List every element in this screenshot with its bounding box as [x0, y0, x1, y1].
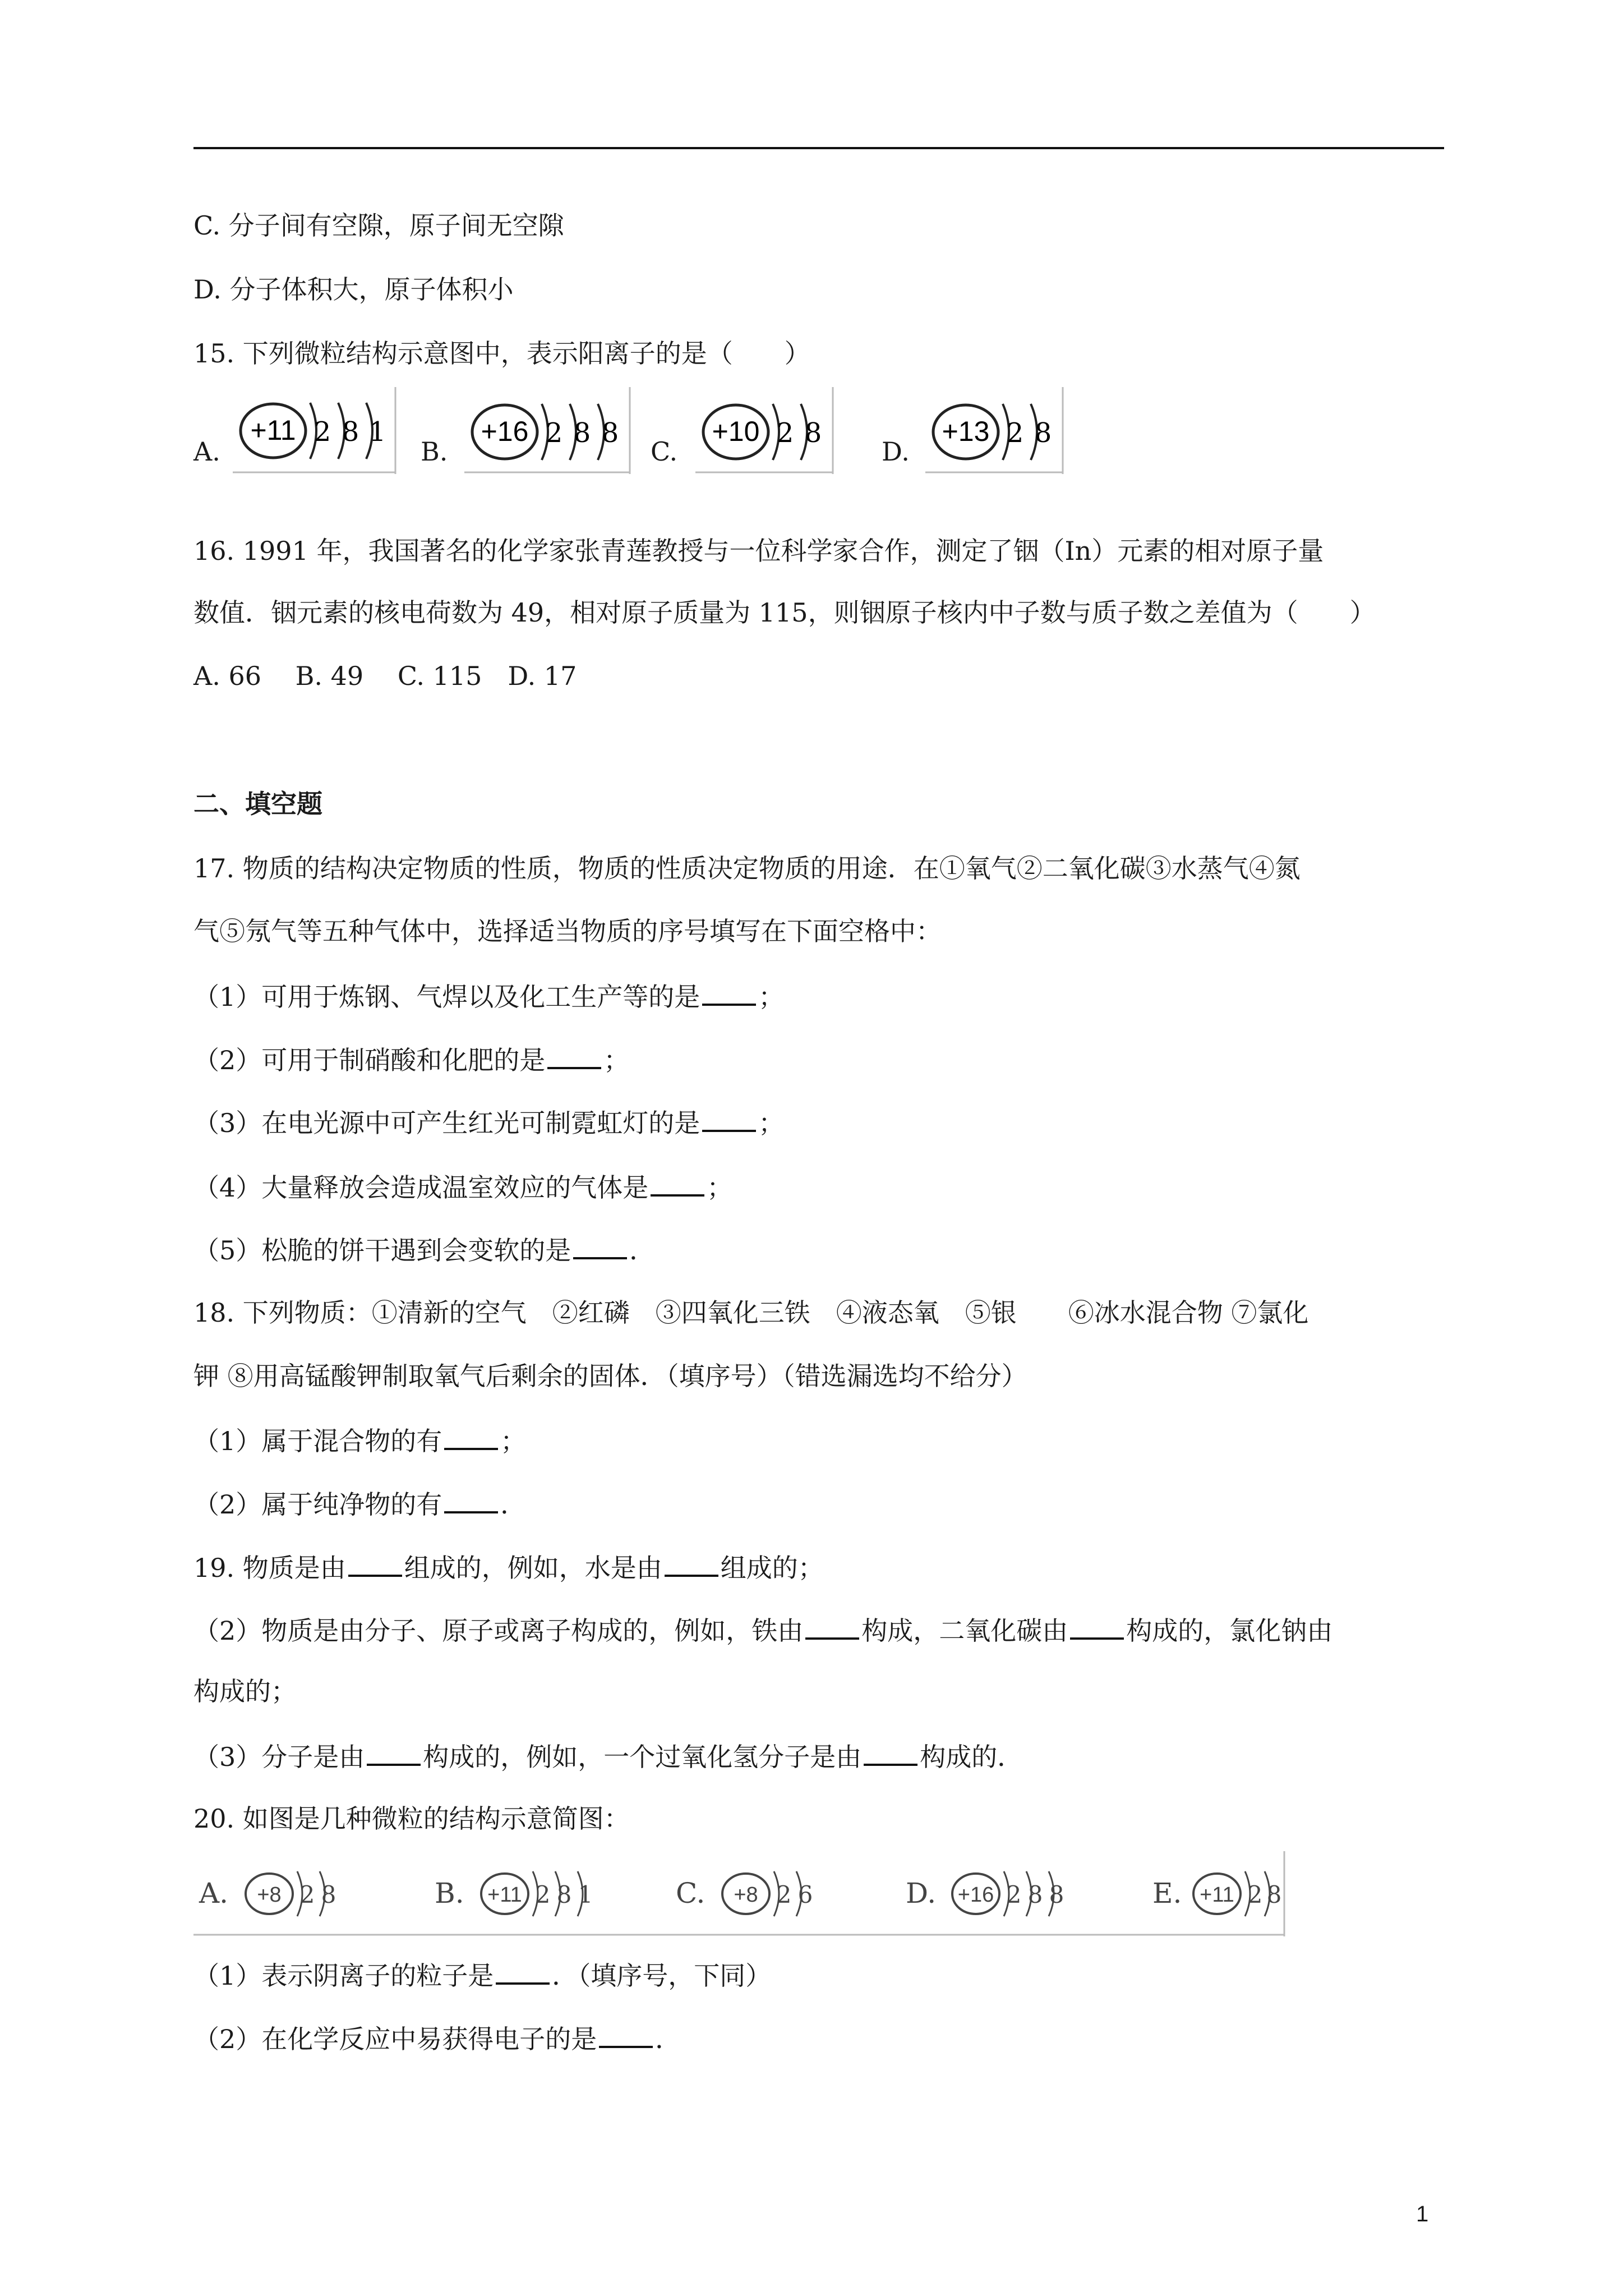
- option-label: A.: [199, 1877, 229, 1910]
- shell-count: 2: [545, 417, 563, 449]
- header-rule: [193, 147, 1444, 149]
- q19-line-1: 19. 物质是由 组成的，例如，水是由 组成的；: [193, 1550, 824, 1585]
- q20-option-a: [199, 1871, 336, 1916]
- q20-stem: 20. 如图是几种微粒的结构示意简图：: [193, 1803, 630, 1834]
- page-number: 1: [1416, 2202, 1429, 2226]
- answer-blank[interactable]: [702, 1105, 756, 1132]
- shell-count: 8: [573, 417, 591, 449]
- answer-blank[interactable]: [444, 1487, 498, 1513]
- q18-item-1: （1）属于混合物的有 ；: [193, 1423, 526, 1458]
- q17-item-3: （3）在电光源中可产生红光可制霓虹灯的是 ；: [193, 1105, 784, 1140]
- q20-diagram-strip: [193, 1851, 1287, 1936]
- nucleus-charge: +13: [942, 416, 990, 447]
- answer-blank[interactable]: [348, 1550, 402, 1577]
- answer-blank[interactable]: [496, 1958, 550, 1985]
- svg-text:+11: +11: [1200, 1883, 1234, 1907]
- shell-count: 2: [1006, 417, 1024, 449]
- answer-blank[interactable]: [702, 979, 756, 1006]
- shell-count: 1: [368, 416, 386, 448]
- q20-option-e: [1152, 1871, 1281, 1916]
- q17-item-5: （5）松脆的饼干遇到会变软的是 ．: [193, 1232, 655, 1267]
- q19-line-3: 构成的；: [193, 1676, 297, 1706]
- svg-text:8: 8: [1027, 1881, 1043, 1908]
- q19-line-4: （3）分子是由 构成的，例如，一个过氧化氢分子是由 构成的．: [193, 1739, 1023, 1774]
- q20-option-d: [906, 1871, 1064, 1916]
- nucleus-charge: +16: [481, 416, 529, 447]
- q15-option-a-diagram: [233, 387, 398, 474]
- q17-item-2: （2）可用于制硝酸和化肥的是 ；: [193, 1042, 629, 1077]
- svg-text:6: 6: [797, 1881, 813, 1908]
- q15-option-b-label: B.: [421, 436, 448, 467]
- q20-item-1: （1）表示阴离子的粒子是 ．（填序号，下同）: [193, 1958, 771, 1993]
- svg-text:+8: +8: [734, 1883, 758, 1907]
- q15-option-a-label: A.: [193, 436, 220, 467]
- shell-count: 2: [313, 416, 331, 448]
- answer-blank[interactable]: [573, 1232, 627, 1259]
- q14-option-c: C. 分子间有空隙，原子间无空隙: [193, 210, 564, 241]
- q15-option-c-diagram: [695, 387, 836, 474]
- svg-text:+8: +8: [257, 1883, 282, 1907]
- shell-count: 8: [1034, 417, 1052, 449]
- answer-blank[interactable]: [805, 1613, 859, 1640]
- option-label: C.: [676, 1877, 706, 1910]
- section-title: 二、填空题: [193, 789, 322, 819]
- q15-option-d-diagram: [925, 387, 1066, 474]
- q20-option-b: [435, 1871, 593, 1916]
- svg-text:1: 1: [578, 1881, 593, 1908]
- q20-item-2: （2）在化学反应中易获得电子的是 ．: [193, 2021, 681, 2056]
- svg-text:+16: +16: [957, 1883, 994, 1907]
- option-label: E.: [1152, 1877, 1182, 1910]
- svg-text:2: 2: [299, 1881, 315, 1908]
- shell-count: 8: [342, 416, 359, 448]
- answer-blank[interactable]: [367, 1739, 421, 1766]
- q18-line-1: 18. 下列物质：①清新的空气 ②红磷 ③四氧化三铁 ④液态氧 ⑤银 ⑥冰水混合物 ⑦氯化: [193, 1297, 1309, 1328]
- answer-blank[interactable]: [651, 1170, 704, 1197]
- q20-option-c: [676, 1871, 813, 1916]
- nucleus-charge: +11: [250, 415, 296, 446]
- answer-blank[interactable]: [547, 1042, 601, 1069]
- option-label: D.: [906, 1877, 937, 1910]
- svg-text:+11: +11: [487, 1883, 522, 1907]
- answer-blank[interactable]: [599, 2021, 653, 2048]
- q16-line-2: 数值．铟元素的核电荷数为 49，相对原子质量为 115，则铟原子核内中子数与质子数之差值为（ ）: [193, 597, 1376, 628]
- q15-stem: 15. 下列微粒结构示意图中，表示阳离子的是（ ）: [193, 338, 810, 369]
- q15-option-b-diagram: [464, 387, 633, 474]
- shell-count: 8: [601, 417, 619, 449]
- q16-line-1: 16. 1991 年，我国著名的化学家张青莲教授与一位科学家合作，测定了铟（In）元素的相对原子量: [193, 536, 1324, 566]
- q15-option-d-label: D.: [882, 436, 910, 467]
- svg-text:2: 2: [776, 1881, 792, 1908]
- shell-count: 2: [776, 417, 794, 449]
- q17-item-1: （1）可用于炼钢、气焊以及化工生产等的是 ；: [193, 979, 784, 1014]
- option-label: B.: [435, 1877, 464, 1910]
- q19-line-2: （2）物质是由分子、原子或离子构成的，例如，铁由 构成，二氧化碳由 构成的，氯化钠由: [193, 1613, 1332, 1648]
- svg-text:2: 2: [1247, 1881, 1263, 1908]
- q17-line-1: 17. 物质的结构决定物质的性质，物质的性质决定物质的用途．在①氧气②二氧化碳③水蒸气④氮: [193, 853, 1301, 884]
- q18-line-2: 钾 ⑧用高锰酸钾制取氧气后剩余的固体．（填序号）（错选漏选均不给分）: [193, 1361, 1027, 1391]
- shell-count: 8: [804, 417, 822, 449]
- q14-option-d: D. 分子体积大，原子体积小: [193, 274, 514, 305]
- answer-blank[interactable]: [444, 1423, 498, 1450]
- q17-line-2: 气⑤氖气等五种气体中，选择适当物质的序号填写在下面空格中：: [193, 916, 942, 946]
- answer-blank[interactable]: [1070, 1613, 1124, 1640]
- q16-options: A. 66 B. 49 C. 115 D. 17: [193, 661, 577, 691]
- svg-text:8: 8: [1049, 1881, 1064, 1908]
- q17-item-4: （4）大量释放会造成温室效应的气体是 ；: [193, 1170, 732, 1204]
- svg-text:2: 2: [1006, 1881, 1022, 1908]
- svg-text:2: 2: [535, 1881, 551, 1908]
- svg-text:8: 8: [1266, 1881, 1282, 1908]
- q18-item-2: （2）属于纯净物的有 ．: [193, 1487, 526, 1521]
- q15-option-c-label: C.: [651, 436, 678, 467]
- svg-text:8: 8: [321, 1881, 336, 1908]
- svg-text:8: 8: [556, 1881, 572, 1908]
- nucleus-charge: +10: [712, 416, 760, 447]
- answer-blank[interactable]: [864, 1739, 917, 1766]
- answer-blank[interactable]: [665, 1550, 718, 1577]
